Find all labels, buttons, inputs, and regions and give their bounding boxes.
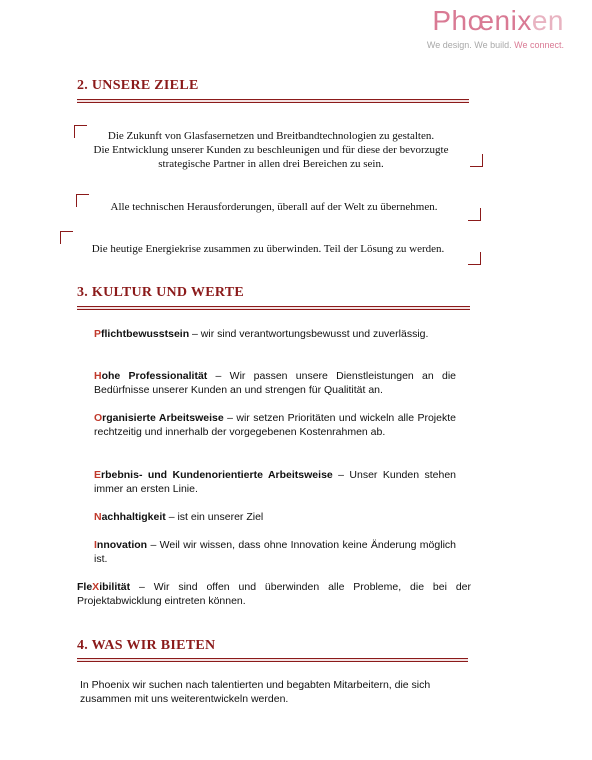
value-item-1 bbox=[94, 327, 456, 341]
value-initial: X bbox=[92, 581, 100, 593]
value-term-pre: Fle bbox=[77, 581, 93, 593]
value-initial: H bbox=[94, 370, 102, 382]
tagline-part2: We connect. bbox=[514, 40, 564, 50]
section-heading-culture: 3. KULTUR UND WERTE bbox=[77, 285, 245, 300]
value-term: ohe Professionalität bbox=[101, 370, 208, 382]
goal-frame-corner bbox=[470, 154, 483, 167]
offer-paragraph bbox=[80, 678, 472, 706]
section-heading-goals: 2. UNSERE ZIELE bbox=[77, 78, 199, 93]
value-term-post: ibilität bbox=[99, 581, 131, 593]
value-term: flichtbewusstsein bbox=[101, 328, 190, 340]
offer-line: In Phoenix wir suchen nach talentierten und begabten Mitarbeitern, die sich bbox=[80, 679, 431, 691]
value-text: – Wir passen unsere Dienstleistungen an die Bedürfnisse unserer Kunden an und strengen für Qualitität an. bbox=[94, 370, 456, 396]
value-term: nnovation bbox=[96, 539, 148, 551]
section-rule bbox=[77, 658, 468, 662]
section-heading-offer: 4. WAS WIR BIETEN bbox=[77, 638, 216, 653]
value-term: achhaltigkeit bbox=[101, 511, 166, 523]
value-text: – Wir sind offen und überwinden alle Probleme, die bei der Projektabwicklung eintreten können. bbox=[77, 581, 471, 607]
logo-word-tail: en bbox=[531, 5, 564, 36]
goal-item-2 bbox=[78, 200, 470, 214]
value-item-flexibility bbox=[77, 580, 471, 608]
goal-frame-corner bbox=[468, 252, 481, 265]
value-initial: P bbox=[94, 328, 102, 340]
logo-word-main: Phœnix bbox=[432, 5, 532, 36]
value-item-3 bbox=[94, 411, 456, 439]
value-initial: N bbox=[94, 511, 102, 523]
value-text: – Weil wir wissen, dass ohne Innovation keine Änderung möglich ist. bbox=[94, 539, 456, 565]
offer-line: zusammen mit uns weiterentwickeln werden. bbox=[80, 693, 289, 705]
goal-line: Die heutige Energiekrise zusammen zu überwinden. Teil der Lösung zu werden. bbox=[91, 243, 445, 255]
value-text: – ist ein unserer Ziel bbox=[165, 511, 264, 523]
value-term: rbebnis- und Kundenorientierte Arbeitsweise bbox=[101, 469, 333, 481]
value-text: – wir sind verantwortungsbewusst und zuverlässig. bbox=[189, 328, 429, 340]
value-text: – wir setzen Prioritäten und wickeln alle Projekte rechtzeitig und innerhalb der vorgegebenen Kostenrahmen ab. bbox=[94, 412, 456, 438]
value-initial: I bbox=[94, 539, 97, 551]
value-item-5 bbox=[94, 510, 456, 524]
goal-item-1 bbox=[55, 129, 487, 171]
goal-line: Die Entwicklung unserer Kunden zu beschleunigen und für diese der bevorzugte bbox=[93, 144, 449, 156]
goal-line: Alle technischen Herausforderungen, überall auf der Welt zu übernehmen. bbox=[110, 201, 438, 213]
goal-line: Die Zukunft von Glasfasernetzen und Breitbandtechnologien zu gestalten. bbox=[107, 130, 435, 142]
section-rule bbox=[77, 306, 470, 310]
value-item-4 bbox=[94, 468, 456, 496]
logo-tagline bbox=[427, 40, 564, 50]
goal-item-3 bbox=[62, 242, 474, 256]
logo-wordmark bbox=[427, 4, 564, 38]
value-initial: O bbox=[94, 412, 103, 424]
value-text: – Unser Kunden stehen immer an ersten Linie. bbox=[94, 469, 456, 495]
tagline-part1: We design. We build. bbox=[426, 40, 512, 50]
value-initial: E bbox=[94, 469, 102, 481]
value-item-6 bbox=[94, 538, 456, 566]
goal-frame-corner bbox=[468, 208, 481, 221]
value-term: rganisierte Arbeitsweise bbox=[102, 412, 224, 424]
section-rule bbox=[77, 99, 469, 103]
company-logo bbox=[427, 4, 564, 50]
value-item-2 bbox=[94, 369, 456, 397]
goal-line: strategische Partner in allen drei Bereichen zu sein. bbox=[158, 158, 384, 170]
